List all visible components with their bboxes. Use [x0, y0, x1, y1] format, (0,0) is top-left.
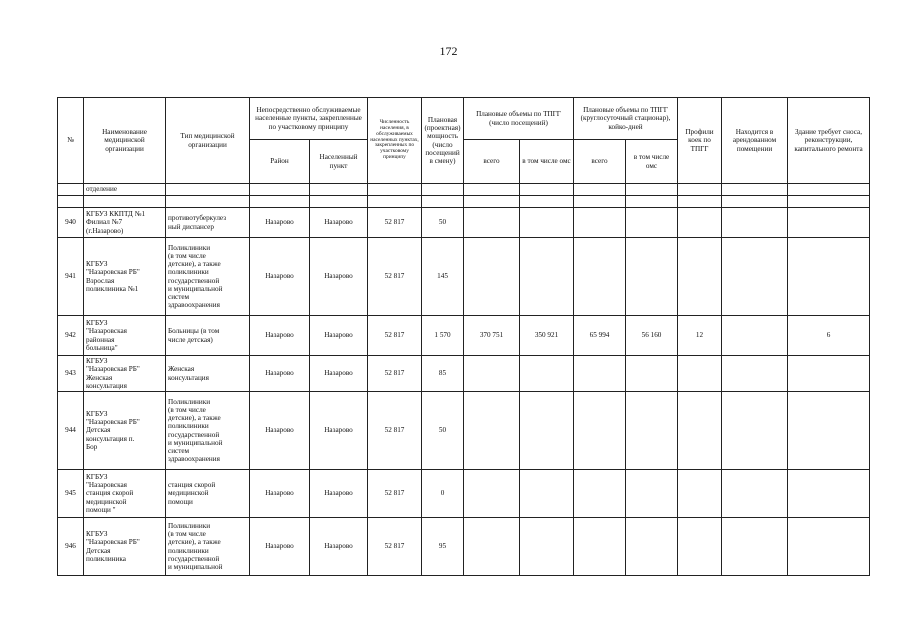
cell-empty: [520, 184, 574, 196]
cell-visits-total: [464, 356, 520, 392]
cell-capacity: 95: [422, 518, 464, 576]
cell-rented: [722, 392, 788, 470]
cell-num: 943: [58, 356, 84, 392]
cell-beds-oms: 56 160: [626, 316, 678, 356]
cell-population: 52 817: [368, 208, 422, 238]
cell-rented: [722, 238, 788, 316]
header-num: №: [58, 98, 84, 184]
cell-repair: [788, 356, 870, 392]
cell-settlement: Назарово: [310, 470, 368, 518]
cell-repair: [788, 518, 870, 576]
page-number: 172: [439, 44, 458, 58]
cell-empty: [250, 184, 310, 196]
cell-org: отделение: [84, 184, 166, 196]
header-beds-total: всего: [574, 140, 626, 184]
header-served-settlements: Непосредственно обслуживаемые населенные пункты, закрепленные по участковому принципу: [250, 98, 368, 140]
cell-org-type: Больницы (в том числе детская): [166, 316, 250, 356]
cell-empty: [368, 184, 422, 196]
cell-visits-oms: [520, 208, 574, 238]
cell-district: Назарово: [250, 208, 310, 238]
cell-beds-oms: [626, 238, 678, 316]
cell-beds-total: [574, 518, 626, 576]
cell-visits-oms: [520, 470, 574, 518]
header-repair: Здание требует сноса, реконструкции, капитального ремонта: [788, 98, 870, 184]
cell-capacity: 85: [422, 356, 464, 392]
cell-empty: [722, 184, 788, 196]
cell-org-name: КГБУЗ "Назаровская районная больница": [84, 316, 166, 356]
cell-beds-profile: [678, 518, 722, 576]
cell-num: 942: [58, 316, 84, 356]
cell-num: 945: [58, 470, 84, 518]
cell-beds-oms: [626, 392, 678, 470]
header-bed-days-volume: Плановые объемы по ТПГГ (круглосуточный стационар), койко-дней: [574, 98, 678, 140]
header-visits-total: всего: [464, 140, 520, 184]
cell-district: Назарово: [250, 238, 310, 316]
cell-beds-total: [574, 470, 626, 518]
cell-settlement: Назарово: [310, 518, 368, 576]
cell-empty: [310, 184, 368, 196]
cell-org-name: КГБУЗ "Назаровская РБ" Взрослая поликлиника №1: [84, 238, 166, 316]
table-row: [58, 208, 870, 238]
header-beds-oms: в том числе омс: [626, 140, 678, 184]
cell-population: 52 817: [368, 518, 422, 576]
table-row: [58, 518, 870, 576]
spacer-row: [58, 196, 870, 208]
cell-empty: [422, 184, 464, 196]
cell-visits-oms: [520, 392, 574, 470]
cell-visits-total: [464, 470, 520, 518]
table-row: [58, 238, 870, 316]
cell-repair: [788, 470, 870, 518]
cell-visits-oms: [520, 356, 574, 392]
cell-beds-profile: [678, 392, 722, 470]
cell-beds-profile: [678, 470, 722, 518]
cell-population: 52 817: [368, 356, 422, 392]
cell-org-name: КГБУЗ "Назаровская РБ" Детская консультация п. Бор: [84, 392, 166, 470]
cell-org-type: Женская консультация: [166, 356, 250, 392]
cell-settlement: Назарово: [310, 356, 368, 392]
cell-visits-oms: 350 921: [520, 316, 574, 356]
cell-org-name: КГБУЗ ККПТД №1 Филиал №7 (г.Назарово): [84, 208, 166, 238]
cell-visits-total: [464, 518, 520, 576]
cell-settlement: Назарово: [310, 208, 368, 238]
header-visits-oms: в том числе омс: [520, 140, 574, 184]
cell-district: Назарово: [250, 316, 310, 356]
cell-org-type: Поликлиники (в том числе детские), а также поликлиники государственной и муниципальной систем здравоохранения: [166, 392, 250, 470]
cell-visits-total: [464, 238, 520, 316]
cell-population: 52 817: [368, 316, 422, 356]
header-capacity: Плановая (проектная) мощность (число посещений в смену): [422, 98, 464, 184]
cell-district: Назарово: [250, 518, 310, 576]
cell-org-type: Поликлиники (в том числе детские), а также поликлиники государственной и муниципальной: [166, 518, 250, 576]
medical-organizations-table: [57, 97, 870, 576]
cell-empty: [574, 184, 626, 196]
cell-beds-total: [574, 238, 626, 316]
cell-visits-total: [464, 208, 520, 238]
header-rented: Находится в арендованном помещении: [722, 98, 788, 184]
cell-repair: [788, 208, 870, 238]
continuation-row: [58, 184, 870, 196]
table-row: [58, 356, 870, 392]
cell-num: 941: [58, 238, 84, 316]
table-row: [58, 316, 870, 356]
cell-capacity: 1 570: [422, 316, 464, 356]
cell-visits-oms: [520, 238, 574, 316]
cell-district: Назарово: [250, 356, 310, 392]
cell-capacity: 0: [422, 470, 464, 518]
header-org-type: Тип медицинской организации: [166, 98, 250, 184]
cell-empty: [678, 184, 722, 196]
table-row: [58, 470, 870, 518]
cell-rented: [722, 316, 788, 356]
cell-num: [58, 184, 84, 196]
cell-district: Назарово: [250, 392, 310, 470]
cell-settlement: Назарово: [310, 316, 368, 356]
cell-repair: 6: [788, 316, 870, 356]
header-visits-volume: Плановые объемы по ТПГГ (число посещений): [464, 98, 574, 140]
header-org-name: Наименование медицинской организации: [84, 98, 166, 184]
cell-beds-oms: [626, 518, 678, 576]
header-beds-profile: Профили коек по ТПГГ: [678, 98, 722, 184]
cell-repair: [788, 238, 870, 316]
cell-num: 940: [58, 208, 84, 238]
cell-beds-oms: [626, 356, 678, 392]
cell-org-name: КГБУЗ "Назаровская РБ" Детская поликлиника: [84, 518, 166, 576]
cell-org-name: КГБУЗ "Назаровская РБ" Женская консультация: [84, 356, 166, 392]
cell-org-name: КГБУЗ "Назаровская станция скорой медицинской помощи ": [84, 470, 166, 518]
table-row: [58, 392, 870, 470]
cell-num: 946: [58, 518, 84, 576]
cell-beds-oms: [626, 470, 678, 518]
cell-org-type: противотуберкулез ный диспансер: [166, 208, 250, 238]
cell-empty: [464, 184, 520, 196]
cell-settlement: Назарово: [310, 238, 368, 316]
cell-num: 944: [58, 392, 84, 470]
cell-beds-profile: [678, 208, 722, 238]
cell-population: 52 817: [368, 238, 422, 316]
cell-empty: [626, 184, 678, 196]
cell-district: Назарово: [250, 470, 310, 518]
cell-settlement: Назарово: [310, 392, 368, 470]
cell-org-type: станция скорой медицинской помощи: [166, 470, 250, 518]
cell-beds-profile: [678, 356, 722, 392]
cell-empty: [166, 184, 250, 196]
cell-visits-total: 370 751: [464, 316, 520, 356]
cell-capacity: 50: [422, 392, 464, 470]
cell-capacity: 50: [422, 208, 464, 238]
cell-capacity: 145: [422, 238, 464, 316]
cell-empty: [788, 184, 870, 196]
cell-population: 52 817: [368, 392, 422, 470]
cell-beds-oms: [626, 208, 678, 238]
cell-beds-profile: 12: [678, 316, 722, 356]
cell-rented: [722, 208, 788, 238]
header-population: Численность населения, в обслуживаемых населенных пунктах, закрепленных по участковому принципу: [368, 98, 422, 184]
cell-population: 52 817: [368, 470, 422, 518]
cell-beds-profile: [678, 238, 722, 316]
cell-rented: [722, 470, 788, 518]
cell-beds-total: 65 994: [574, 316, 626, 356]
cell-beds-total: [574, 392, 626, 470]
cell-beds-total: [574, 356, 626, 392]
cell-visits-total: [464, 392, 520, 470]
cell-rented: [722, 356, 788, 392]
cell-rented: [722, 518, 788, 576]
header-settlement: Населенный пункт: [310, 140, 368, 184]
cell-visits-oms: [520, 518, 574, 576]
cell-repair: [788, 392, 870, 470]
header-district: Район: [250, 140, 310, 184]
cell-org-type: Поликлиники (в том числе детские), а также поликлиники государственной и муниципальной систем здравоохранения: [166, 238, 250, 316]
cell-beds-total: [574, 208, 626, 238]
